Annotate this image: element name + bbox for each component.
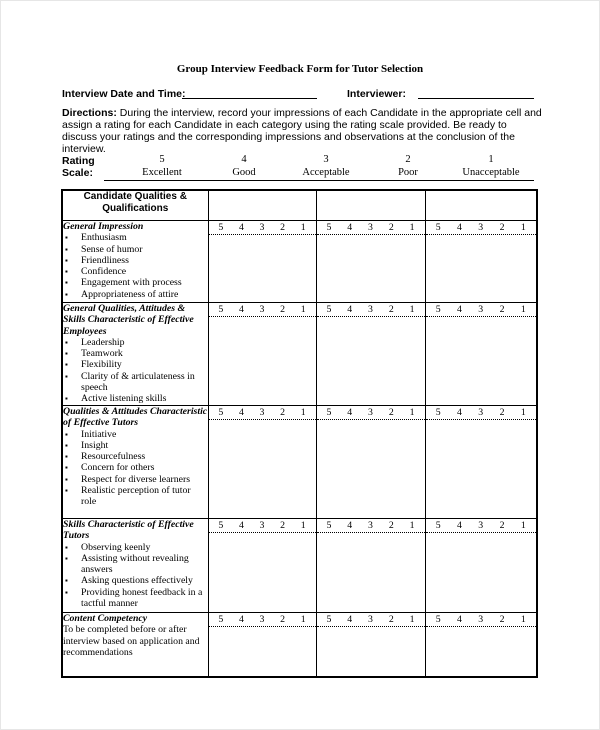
scale-num: 3 bbox=[323, 154, 329, 165]
list-item: ▪ Respect for diverse learners bbox=[81, 474, 208, 485]
table-header: Candidate Qualities & Qualifications bbox=[62, 190, 208, 221]
directions-text: During the interview, record your impressions of each Candidate in the appropriate cell and assign a rating for each Candidate in each category using the rating scale provided. Be ready to discuss your ratings and the corresponding impressions and observations at the conclusion of the interview. bbox=[62, 107, 542, 155]
list-item: ▪ Sense of humor bbox=[81, 244, 208, 255]
rating-cell[interactable] bbox=[316, 303, 425, 406]
candidate-column bbox=[316, 190, 425, 221]
list-item: ▪ Resourcefulness bbox=[81, 451, 208, 462]
section-heading: Qualities & Attitudes Characteristic of Effective Tutors bbox=[63, 406, 208, 429]
scale-underline bbox=[104, 180, 534, 181]
rating-scale-row: 5 4 3 2 1 bbox=[209, 519, 316, 533]
rating-scale-row: 5 4 3 2 1 bbox=[426, 221, 537, 235]
rating-cell[interactable] bbox=[425, 406, 537, 519]
table-row bbox=[62, 221, 537, 303]
section-note: To be completed before or after interview based on application and recommendations bbox=[63, 624, 200, 658]
rating-cell[interactable] bbox=[208, 406, 316, 519]
candidate-column bbox=[425, 190, 537, 221]
rating-cell[interactable] bbox=[316, 406, 425, 519]
list-item: ▪ Engagement with process bbox=[81, 277, 208, 288]
rating-scale-row: 5 4 3 2 1 bbox=[209, 613, 316, 627]
rating-scale-row: 5 4 3 2 1 bbox=[317, 519, 425, 533]
rating-scale-label bbox=[62, 155, 95, 179]
list-item: ▪ Enthusiasm bbox=[81, 232, 208, 243]
rating-scale-row: 5 4 3 2 1 bbox=[317, 221, 425, 235]
rating-cell[interactable] bbox=[316, 613, 425, 677]
section-heading: General Qualities, Attitudes & Skills Characteristic of Effective Employees bbox=[63, 303, 194, 337]
rating-cell[interactable] bbox=[208, 519, 316, 613]
list-item: ▪ Leadership bbox=[81, 337, 208, 348]
rating-scale-row: 5 4 3 2 1 bbox=[317, 303, 425, 317]
rating-scale-row: 5 4 3 2 1 bbox=[426, 519, 537, 533]
table-header-row bbox=[62, 190, 537, 221]
directions bbox=[62, 107, 542, 155]
rating-scale-row: 5 4 3 2 1 bbox=[209, 303, 316, 317]
candidate-column bbox=[208, 190, 316, 221]
interviewer-label: Interviewer: bbox=[347, 88, 406, 100]
form-title: Group Interview Feedback Form for Tutor Selection bbox=[176, 63, 424, 75]
scale-word: Good bbox=[232, 167, 256, 178]
criteria-cell bbox=[62, 303, 208, 406]
list-item: ▪ Clarity of & articulateness in speech bbox=[81, 371, 208, 394]
rating-scale-row: 5 4 3 2 1 bbox=[426, 406, 537, 420]
rating-label: Rating bbox=[62, 155, 95, 167]
scale-num: 5 bbox=[159, 154, 165, 165]
table-row bbox=[62, 406, 537, 519]
rating-cell[interactable] bbox=[425, 519, 537, 613]
list-item: ▪ Flexibility bbox=[81, 359, 208, 370]
list-item: ▪ Appropriateness of attire bbox=[81, 289, 208, 300]
list-item: ▪ Insight bbox=[81, 440, 208, 451]
table-row bbox=[62, 519, 537, 613]
criteria-cell bbox=[62, 406, 208, 519]
table-row bbox=[62, 303, 537, 406]
rating-cell[interactable] bbox=[425, 613, 537, 677]
scale-num: 4 bbox=[241, 154, 247, 165]
directions-label: Directions: bbox=[62, 107, 117, 119]
criteria-cell bbox=[62, 221, 208, 303]
criteria-cell bbox=[62, 613, 208, 677]
list-item: ▪ Initiative bbox=[81, 429, 208, 440]
rating-cell[interactable] bbox=[208, 613, 316, 677]
date-field[interactable] bbox=[182, 98, 317, 99]
list-item: ▪ Concern for others bbox=[81, 462, 208, 473]
list-item: ▪ Asking questions effectively bbox=[81, 575, 208, 586]
rating-cell[interactable] bbox=[316, 221, 425, 303]
scale-num: 1 bbox=[488, 154, 494, 165]
rating-scale-row: 5 4 3 2 1 bbox=[317, 406, 425, 420]
rating-scale-row: 5 4 3 2 1 bbox=[209, 221, 316, 235]
list-item: ▪ Providing honest feedback in a tactful manner bbox=[81, 587, 208, 610]
rating-scale-row: 5 4 3 2 1 bbox=[317, 613, 425, 627]
list-item: ▪ Friendliness bbox=[81, 255, 208, 266]
list-item: ▪ Confidence bbox=[81, 266, 208, 277]
criteria-cell bbox=[62, 519, 208, 613]
rating-cell[interactable] bbox=[425, 303, 537, 406]
feedback-table bbox=[61, 189, 538, 678]
scale-word: Poor bbox=[398, 167, 418, 178]
interviewer-field[interactable] bbox=[418, 98, 534, 99]
scale-num: 2 bbox=[405, 154, 411, 165]
table-row bbox=[62, 613, 537, 677]
list-item: ▪ Teamwork bbox=[81, 348, 208, 359]
list-item: ▪ Assisting without revealing answers bbox=[81, 553, 208, 576]
list-item: ▪ Observing keenly bbox=[81, 542, 208, 553]
scale-word: Acceptable bbox=[302, 167, 350, 178]
section-heading: General Impression bbox=[63, 221, 144, 232]
scale-word: Excellent bbox=[142, 167, 182, 178]
rating-cell[interactable] bbox=[208, 221, 316, 303]
section-heading: Content Competency bbox=[63, 613, 148, 624]
date-label: Interview Date and Time: bbox=[62, 88, 186, 100]
scale-label: Scale: bbox=[62, 167, 93, 179]
list-item: ▪ Active listening skills bbox=[81, 393, 208, 404]
rating-scale-row: 5 4 3 2 1 bbox=[209, 406, 316, 420]
section-heading: Skills Characteristic of Effective Tutors bbox=[63, 519, 194, 542]
rating-scale-row: 5 4 3 2 1 bbox=[426, 303, 537, 317]
list-item: ▪ Realistic perception of tutor role bbox=[81, 485, 208, 508]
scale-word: Unacceptable bbox=[462, 167, 520, 178]
rating-cell[interactable] bbox=[425, 221, 537, 303]
rating-cell[interactable] bbox=[208, 303, 316, 406]
rating-scale-row: 5 4 3 2 1 bbox=[426, 613, 537, 627]
rating-cell[interactable] bbox=[316, 519, 425, 613]
